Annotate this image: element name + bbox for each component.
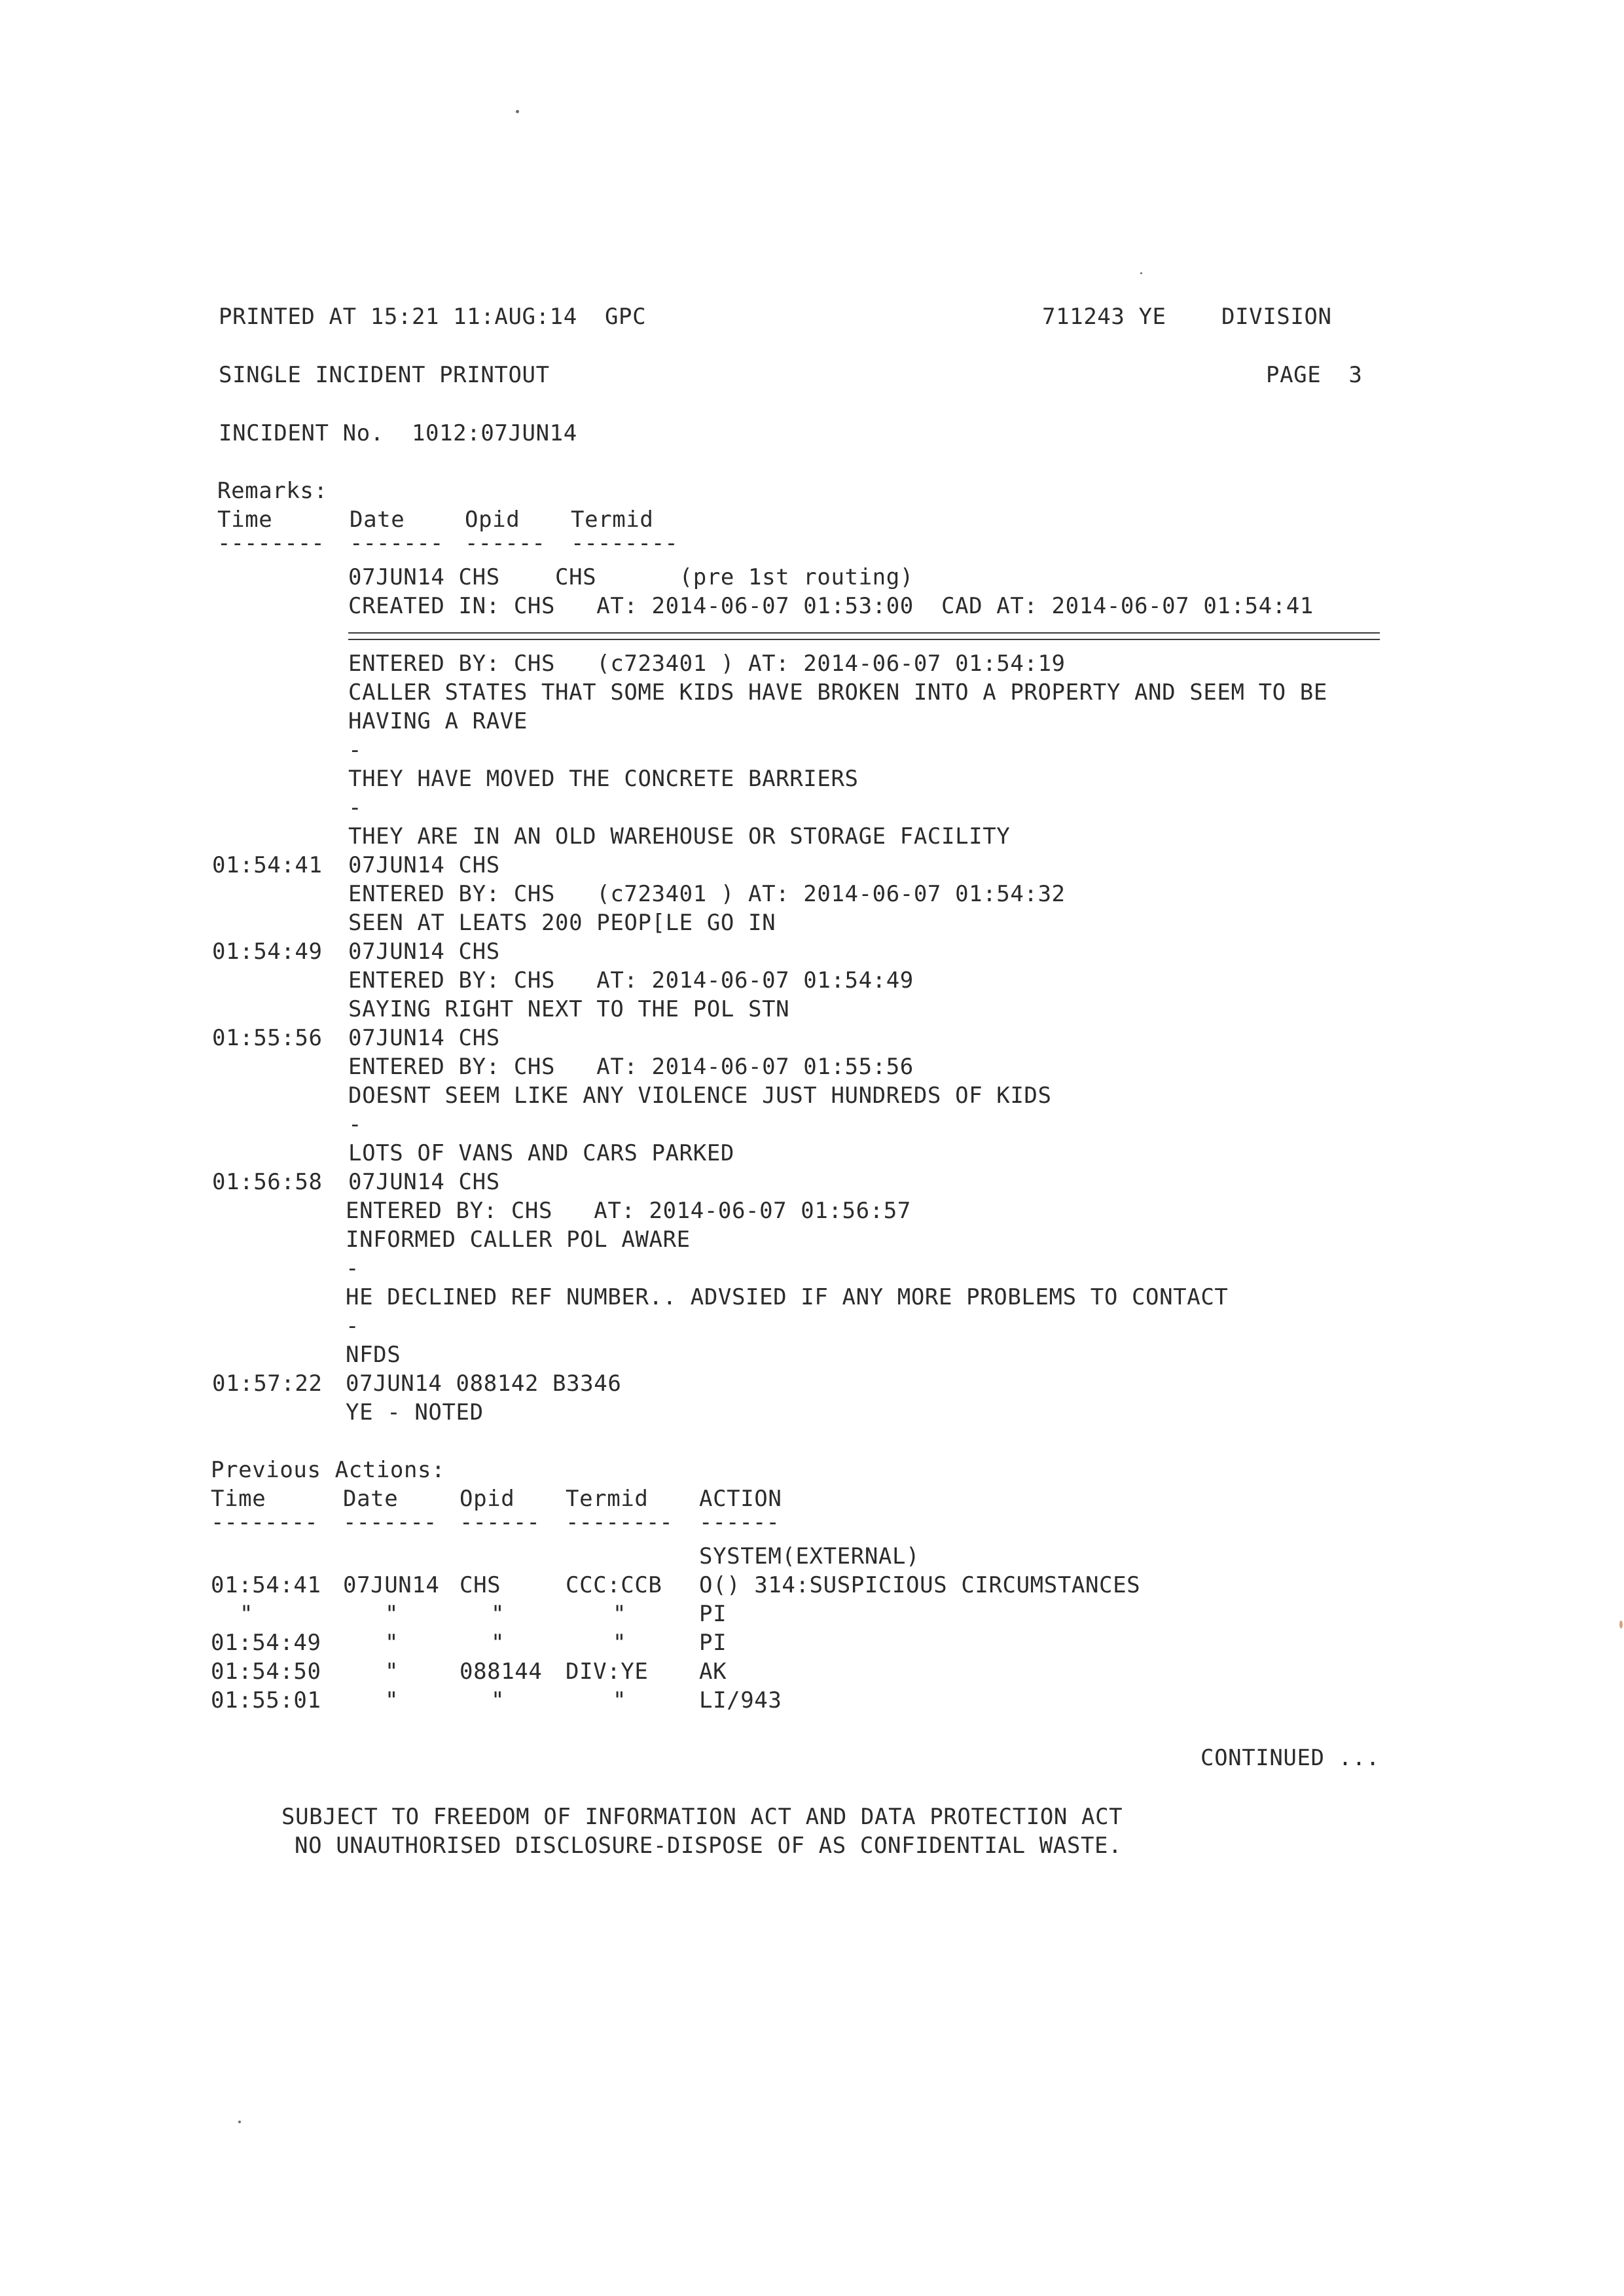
previous-actions-heading: Previous Actions: bbox=[211, 1457, 446, 1483]
action-cell: AK bbox=[699, 1659, 727, 1685]
legal-notice-line-2: NO UNAUTHORISED DISCLOSURE-DISPOSE OF AS CONFIDENTIAL WASTE. bbox=[295, 1833, 1123, 1859]
action-date: " bbox=[385, 1630, 399, 1656]
action-time: 01:54:50 bbox=[211, 1659, 321, 1685]
action-termid: DIV:YE bbox=[566, 1659, 649, 1685]
action-cell: SYSTEM(EXTERNAL) bbox=[699, 1543, 920, 1570]
remark-line: THEY HAVE MOVED THE CONCRETE BARRIERS bbox=[348, 766, 859, 792]
division-label: DIVISION bbox=[1221, 304, 1332, 330]
remark-line: THEY ARE IN AN OLD WAREHOUSE OR STORAGE FACILITY bbox=[348, 823, 1011, 850]
action-opid: CHS bbox=[460, 1572, 501, 1598]
remark-line: HE DECLINED REF NUMBER.. ADVSIED IF ANY MORE PROBLEMS TO CONTACT bbox=[346, 1284, 1229, 1310]
remark-line: SAYING RIGHT NEXT TO THE POL STN bbox=[348, 996, 790, 1022]
remarks-underline-opid: ------ bbox=[465, 530, 545, 556]
actions-col-termid: Termid bbox=[566, 1486, 649, 1512]
remark-line: - bbox=[348, 795, 363, 821]
action-termid: " bbox=[613, 1630, 627, 1656]
remarks-underline-date: ------- bbox=[350, 530, 444, 556]
action-opid: " bbox=[491, 1601, 505, 1627]
action-cell: PI bbox=[699, 1630, 727, 1656]
remarks-col-date: Date bbox=[350, 507, 405, 533]
remarks-col-termid: Termid bbox=[571, 507, 654, 533]
remark-line: 07JUN14 CHS bbox=[348, 1169, 500, 1195]
remark-time: 01:57:22 bbox=[212, 1371, 323, 1397]
continued-marker: CONTINUED ... bbox=[1200, 1745, 1380, 1771]
action-termid: " bbox=[613, 1687, 627, 1713]
document-title: SINGLE INCIDENT PRINTOUT bbox=[219, 362, 550, 388]
action-termid: " bbox=[613, 1601, 627, 1627]
action-opid: 088144 bbox=[460, 1659, 543, 1685]
action-cell: PI bbox=[699, 1601, 727, 1627]
remark-time: 01:55:56 bbox=[212, 1025, 323, 1051]
remark-time: 01:56:58 bbox=[212, 1169, 323, 1195]
actions-col-action: ACTION bbox=[699, 1486, 782, 1512]
remark-line: 07JUN14 CHS bbox=[348, 939, 500, 965]
remark-line: NFDS bbox=[346, 1342, 401, 1368]
action-date: " bbox=[385, 1659, 399, 1685]
remark-line: YE - NOTED bbox=[346, 1399, 484, 1426]
reference-number: 711243 YE bbox=[1042, 304, 1166, 330]
remark-line: CALLER STATES THAT SOME KIDS HAVE BROKEN INTO A PROPERTY AND SEEM TO BE bbox=[348, 679, 1327, 706]
action-date: " bbox=[385, 1601, 399, 1627]
remark-line: HAVING A RAVE bbox=[348, 708, 528, 734]
scan-speck bbox=[1140, 272, 1142, 274]
remark-line: LOTS OF VANS AND CARS PARKED bbox=[348, 1140, 734, 1166]
remark-line: 07JUN14 CHS bbox=[348, 852, 500, 878]
remark-line: ENTERED BY: CHS AT: 2014-06-07 01:54:49 bbox=[348, 967, 914, 994]
action-date: " bbox=[385, 1687, 399, 1713]
remark-line: DOESNT SEEM LIKE ANY VIOLENCE JUST HUNDREDS OF KIDS bbox=[348, 1083, 1052, 1109]
action-cell: LI/943 bbox=[699, 1687, 782, 1713]
remarks-underline-termid: -------- bbox=[571, 530, 678, 556]
remarks-col-opid: Opid bbox=[465, 507, 520, 533]
remark-line: - bbox=[348, 737, 363, 763]
remark-time: 01:54:49 bbox=[212, 939, 323, 965]
action-date: 07JUN14 bbox=[343, 1572, 440, 1598]
scan-speck bbox=[516, 110, 519, 113]
remarks-underline-time: -------- bbox=[217, 530, 325, 556]
remarks-heading: Remarks: bbox=[217, 478, 328, 504]
remark-line: ENTERED BY: CHS (c723401 ) AT: 2014-06-07 01:54:32 bbox=[348, 881, 1066, 907]
actions-col-date: Date bbox=[343, 1486, 399, 1512]
remark-line: INFORMED CALLER POL AWARE bbox=[346, 1227, 691, 1253]
remark-line: - bbox=[346, 1313, 360, 1339]
remark-line: ENTERED BY: CHS AT: 2014-06-07 01:55:56 bbox=[348, 1054, 914, 1080]
legal-notice-line-1: SUBJECT TO FREEDOM OF INFORMATION ACT AND DATA PROTECTION ACT bbox=[281, 1804, 1123, 1830]
actions-underline-date: ------- bbox=[343, 1509, 437, 1535]
action-opid: " bbox=[491, 1687, 505, 1713]
action-termid: CCC:CCB bbox=[566, 1572, 662, 1598]
scan-speck bbox=[238, 2121, 241, 2123]
page-number: PAGE 3 bbox=[1266, 362, 1363, 388]
double-separator-rule bbox=[348, 632, 1380, 640]
action-cell: O() 314:SUSPICIOUS CIRCUMSTANCES bbox=[699, 1572, 1141, 1598]
remarks-col-time: Time bbox=[217, 507, 273, 533]
scan-speck bbox=[1619, 1621, 1623, 1628]
actions-underline-termid: -------- bbox=[566, 1509, 673, 1535]
remark-line: SEEN AT LEATS 200 PEOP[LE GO IN bbox=[348, 910, 776, 936]
incident-number: INCIDENT No. 1012:07JUN14 bbox=[219, 420, 577, 446]
action-time: 01:54:41 bbox=[211, 1572, 321, 1598]
action-time: 01:54:49 bbox=[211, 1630, 321, 1656]
action-time: " bbox=[240, 1601, 254, 1627]
remark-time: 01:54:41 bbox=[212, 852, 323, 878]
actions-underline-opid: ------ bbox=[460, 1509, 540, 1535]
remark-line: 07JUN14 CHS CHS (pre 1st routing) bbox=[348, 564, 914, 590]
actions-col-time: Time bbox=[211, 1486, 266, 1512]
actions-underline-action: ------ bbox=[699, 1509, 780, 1535]
remark-line: - bbox=[348, 1111, 363, 1138]
remark-line: ENTERED BY: CHS (c723401 ) AT: 2014-06-07 01:54:19 bbox=[348, 651, 1066, 677]
actions-col-opid: Opid bbox=[460, 1486, 515, 1512]
printed-at-line: PRINTED AT 15:21 11:AUG:14 GPC bbox=[219, 304, 647, 330]
remark-line: CREATED IN: CHS AT: 2014-06-07 01:53:00 CAD AT: 2014-06-07 01:54:41 bbox=[348, 593, 1314, 619]
remark-line: ENTERED BY: CHS AT: 2014-06-07 01:56:57 bbox=[346, 1198, 911, 1224]
remark-line: 07JUN14 CHS bbox=[348, 1025, 500, 1051]
actions-underline-time: -------- bbox=[211, 1509, 318, 1535]
action-time: 01:55:01 bbox=[211, 1687, 321, 1713]
remark-line: - bbox=[346, 1255, 360, 1282]
action-opid: " bbox=[491, 1630, 505, 1656]
remark-line: 07JUN14 088142 B3346 bbox=[346, 1371, 622, 1397]
